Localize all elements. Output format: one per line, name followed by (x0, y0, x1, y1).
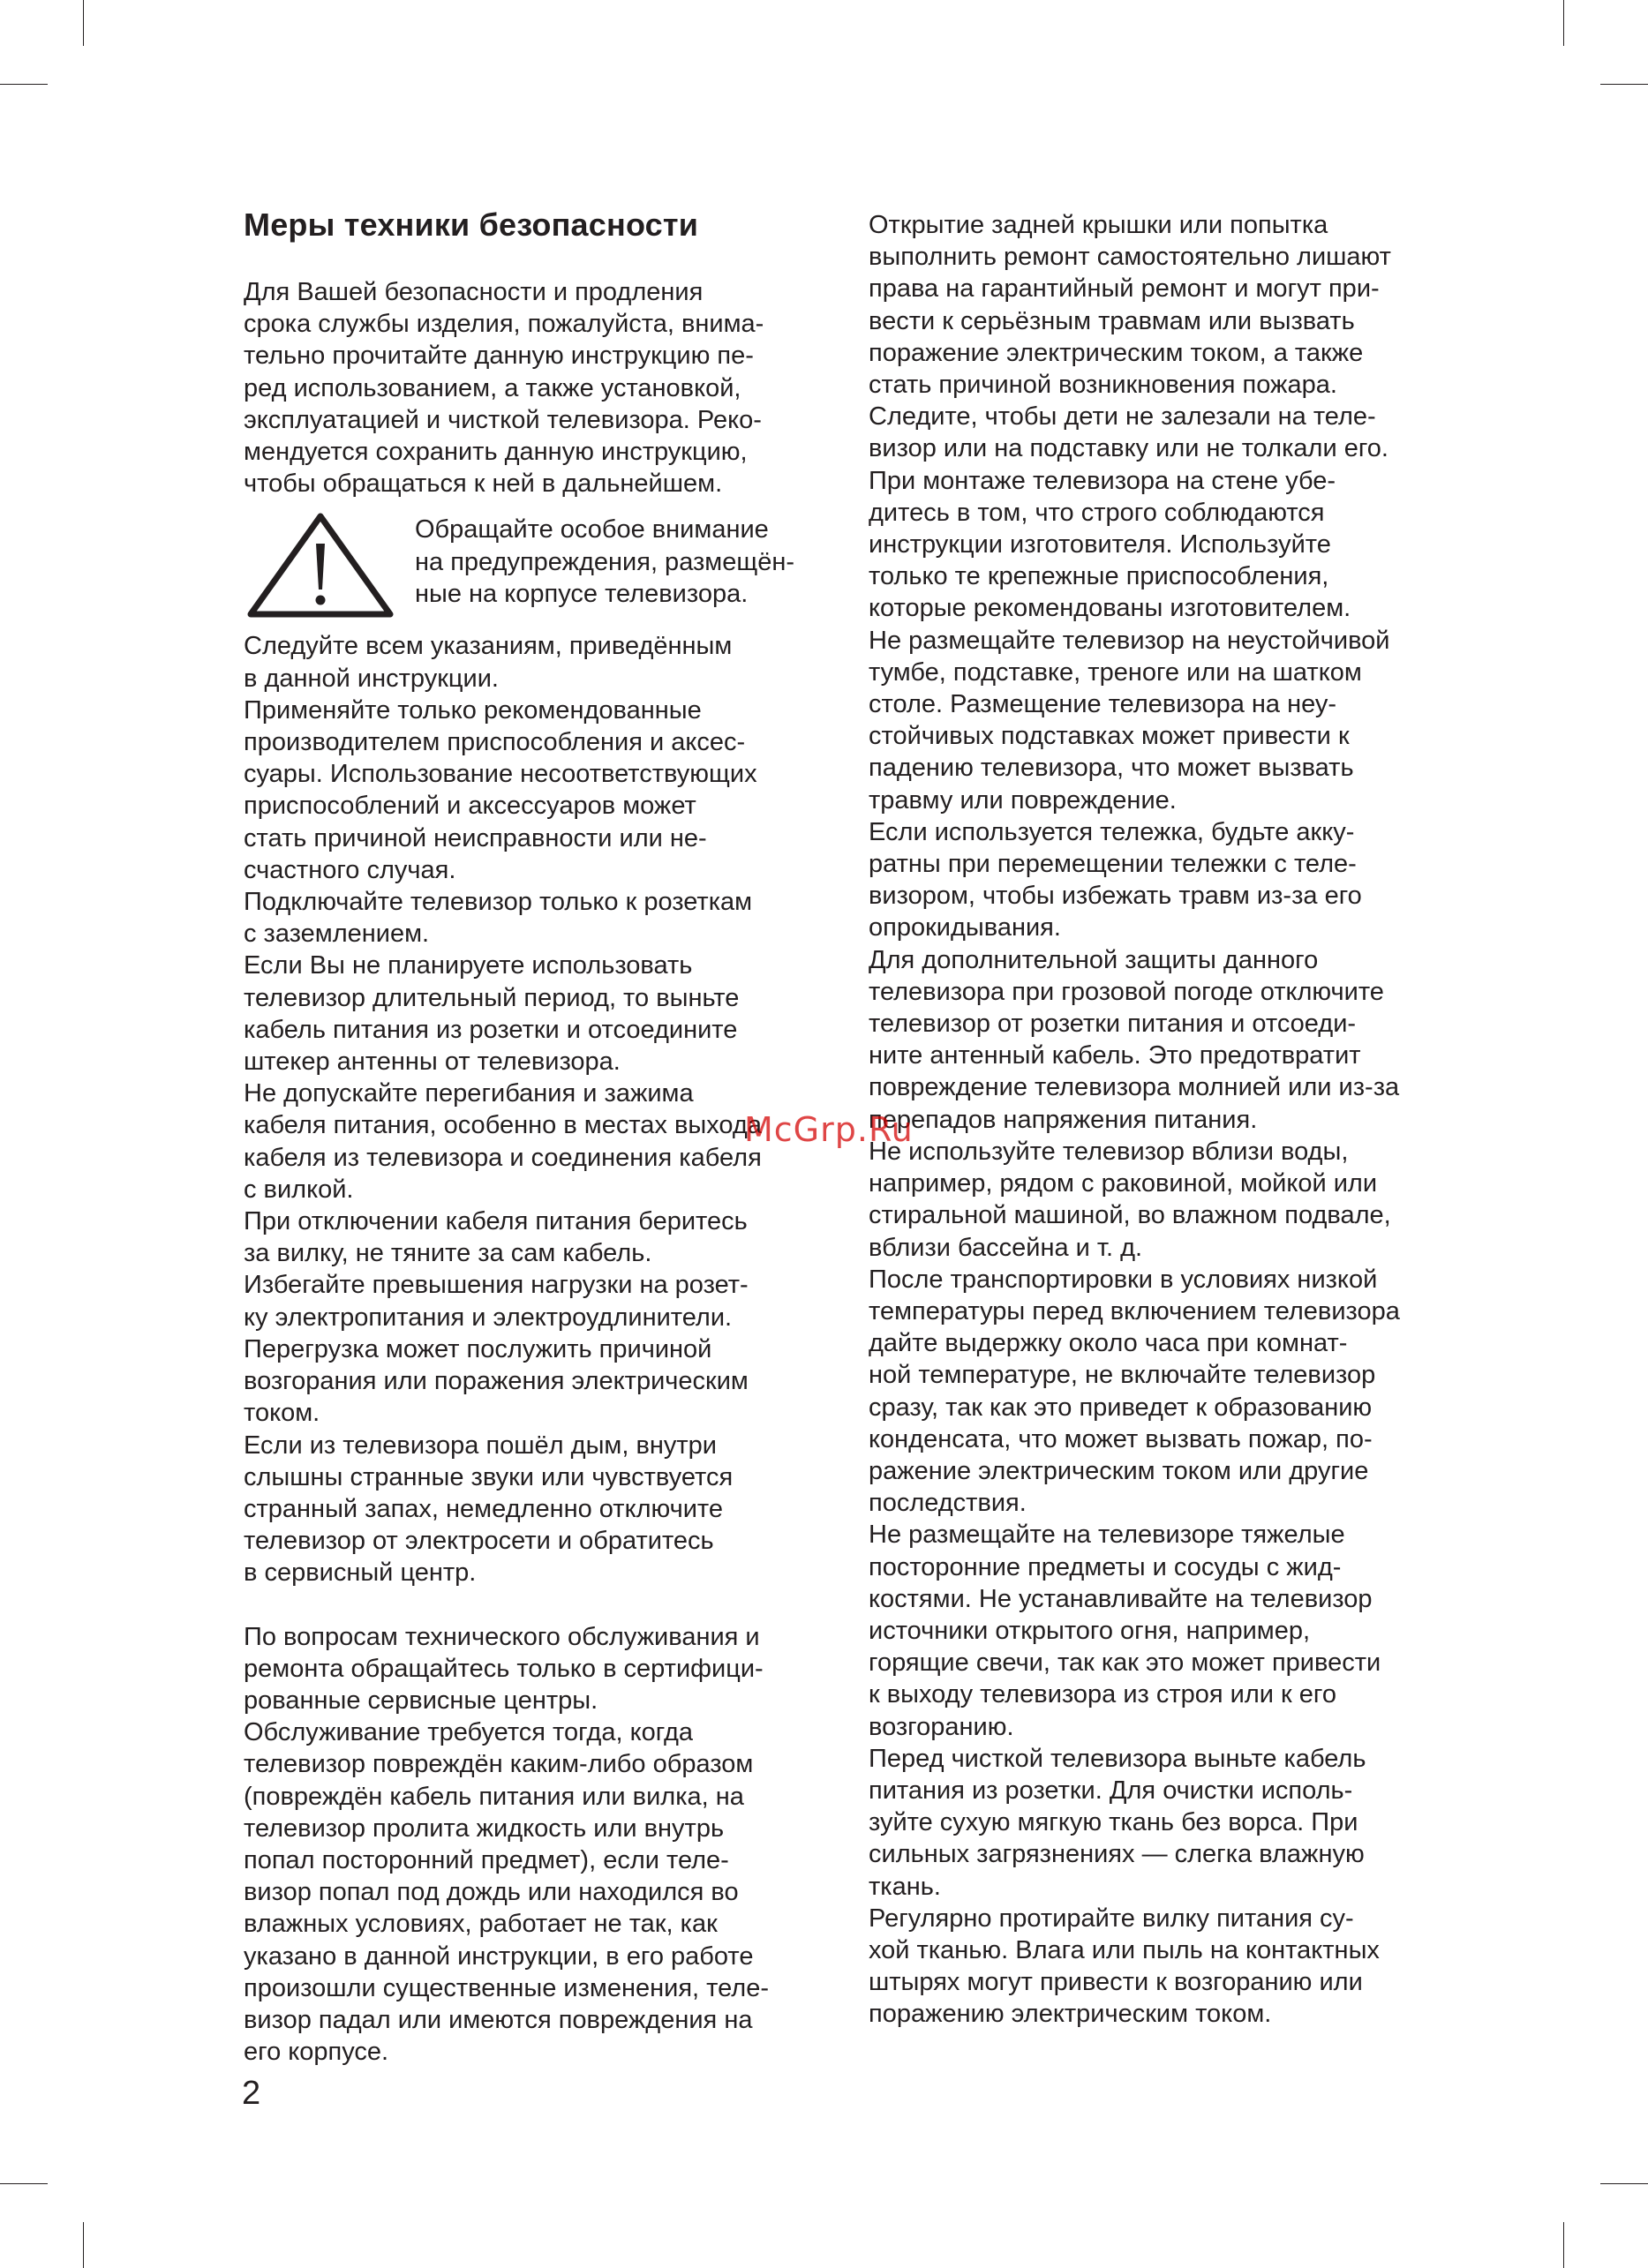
crop-mark-bottom-left-h (0, 2183, 48, 2184)
right-paragraph: Не используйте телевизор вблизи воды, например, рядом с раковиной, мойкой или стиральной машиной, во влажном подвале, вблизи бассейна и т. д. (869, 1137, 1391, 1262)
right-paragraph: Не размещайте на телевизоре тяжелые посторонние предметы и сосуды с жид- костями. Не устанавливайте на телевизор источники открытого огня, например, горящие свечи, так как это может привести к выходу телевизора из строя или к его возгоранию. (869, 1521, 1381, 1741)
right-paragraph: Не размещайте телевизор на неустойчивой тумбе, подставке, треноге или на шатком столе. Размещение телевизора на неу- стойчивых подставках может привести к падению телевизора, что может вызвать травму или повреждение. (869, 626, 1390, 815)
crop-mark-bottom-right-h (1600, 2183, 1648, 2184)
paragraph-gap (244, 1589, 835, 1621)
watermark: McGrp.Ru (744, 1110, 914, 1149)
right-paragraph: Регулярно протирайте вилку питания су- хой тканью. Влага или пыль на контактных штырях могут привести к возгоранию или поражению электрическим током. (869, 1904, 1380, 2029)
page-title: Меры техники безопасности (244, 207, 699, 243)
left-paragraph: Если Вы не планируете использовать телевизор длительный период, то выньте кабель питания из розетки и отсоедините штекер антенны от телевизора. (244, 951, 740, 1077)
right-paragraph: После транспортировки в условиях низкой температуры перед включением телевизора дайте выдержку около часа при комнат- ной температуре, не включайте телевизор сразу, так как это приведет к образованию конденсата, что может вызвать пожар, по- ражение электрическим током или другие последствия. (869, 1265, 1400, 1518)
crop-mark-top-left-h (0, 84, 48, 85)
left-paragraph: Не допускайте перегибания и зажима кабеля питания, особенно в местах выхода кабеля из телевизора и соединения кабеля с вилкой. (244, 1079, 762, 1204)
warning-notice (244, 510, 835, 620)
warning-triangle-icon (240, 510, 401, 620)
left-paragraph: Если из телевизора пошёл дым, внутри слышны странные звуки или чувствуется странный запах, немедленно отключите телевизор от электросети и обратитесь в сервисный центр. (244, 1431, 734, 1588)
crop-mark-top-right-h (1600, 84, 1648, 85)
right-paragraph: При монтаже телевизора на стене убе- дитесь в том, что строго соблюдаются инструкции изготовителя. Используйте только те крепежные приспособления, которые рекомендованы изготовителем. (869, 466, 1351, 623)
left-paragraph: Следуйте всем указаниям, приведённым в данной инструкции. (244, 632, 733, 693)
service-paragraph: Обслуживание требуется тогда, когда телевизор повреждён каким-либо образом (повреждён кабель питания или вилка, на телевизор пролита жидкость или внутрь попал посторонний предмет), если теле- визор попал под дождь или находился во влажных условиях, работает не так, как указано в данной инструкции, в его работе произошли существенные изменения, теле- визор падал или имеются повреждения на его корпусе. (244, 1718, 769, 2067)
crop-mark-top-left (83, 0, 84, 46)
service-paragraph: По вопросам технического обслуживания и ремонта обращайтесь только в сертифици- рованные сервисные центры. (244, 1622, 764, 1715)
crop-mark-bottom-left (83, 2222, 84, 2268)
left-paragraph: Применяйте только рекомендованные производителем приспособления и аксес- суары. Использование несоответствующих приспособлений и аксессуаров может стать причиной неисправности или не- счастного случая. (244, 695, 757, 884)
right-paragraph: Если используется тележка, будьте акку- ратны при перемещении тележки с теле- визором, чтобы избежать травм из-за его опрокидывания. (869, 817, 1362, 942)
right-paragraph: Следите, чтобы дети не залезали на теле- визор или на подставку или не толкали его. (869, 402, 1388, 463)
left-paragraph: Избегайте превышения нагрузки на розет- ку электропитания и электроудлинители. Перегрузка может послужить причиной возгорания или поражения электрическим током. (244, 1271, 749, 1428)
left-paragraph: Подключайте телевизор только к розеткам с заземлением. (244, 888, 753, 949)
right-paragraph: Открытие задней крышки или попытка выполнить ремонт самостоятельно лишают права на гарантийный ремонт и могут при- вести к серьёзным травмам или вызвать поражение электрическим током, а также стать причиной возникновения пожара. (869, 211, 1391, 400)
crop-mark-top-right (1563, 0, 1564, 46)
page-number: 2 (242, 2075, 261, 2112)
right-column (869, 209, 1458, 2031)
right-paragraph: Для дополнительной защиты данного телевизора при грозовой погоде отключите телевизор от розетки питания и отсоеди- ните антенный кабель. Это предотвратит повреждение телевизора молнией или из-за перепадов напряжения питания. (869, 945, 1400, 1134)
right-paragraph: Перед чисткой телевизора выньте кабель питания из розетки. Для очистки исполь- зуйте сухую мягкую ткань без ворса. При сильных загрязнениях — слегка влажную ткань. (869, 1744, 1366, 1901)
left-paragraph: При отключении кабеля питания беритесь за вилку, не тяните за сам кабель. (244, 1207, 748, 1268)
intro-paragraph: Для Вашей безопасности и продления срока службы изделия, пожалуйста, внима- тельно прочитайте данную инструкцию пе- ред использованием, а также установкой, эксплуатацией и чисткой телевизора. Реко- мендуется сохранить данную инструкцию, чтобы обращаться к ней в дальнейшем. (244, 278, 764, 499)
crop-mark-bottom-right (1563, 2222, 1564, 2268)
warning-text: Обращайте особое внимание на предупреждения, размещён- ные на корпусе телевизора. (415, 515, 795, 608)
